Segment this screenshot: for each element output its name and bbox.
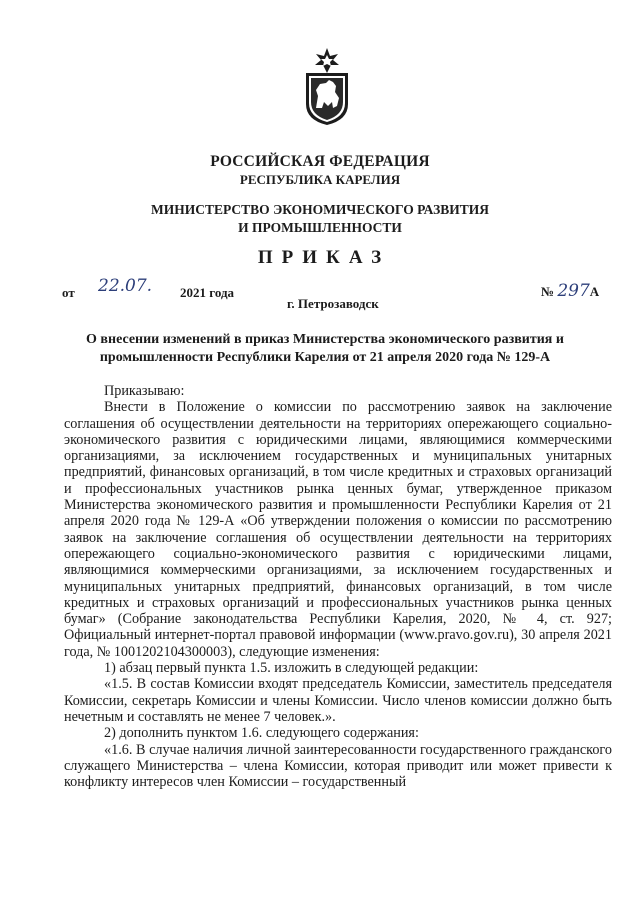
order-title: О внесении изменений в приказ Министерства экономического развития и промышленности Республики Карелия от 21 апреля 2020 года № 129-А bbox=[86, 332, 564, 365]
city-label: г. Петрозаводск bbox=[287, 296, 379, 311]
body-paragraph-item2: 2) дополнить пунктом 1.6. следующего содержания: bbox=[104, 725, 419, 742]
date-from-label: от bbox=[62, 285, 75, 300]
order-body bbox=[64, 383, 612, 790]
number-suffix: А bbox=[589, 284, 600, 299]
body-paragraph-item1: 1) абзац первый пункта 1.5. изложить в следующей редакции: bbox=[104, 660, 479, 677]
body-paragraph-intro: Приказываю: bbox=[104, 383, 185, 399]
header-ministry-line1: МИНИСТЕРСТВО ЭКОНОМИЧЕСКОГО РАЗВИТИЯ bbox=[151, 202, 489, 217]
body-paragraph-item1-text: «1.5. В состав Комиссии входят председатель Комиссии, заместитель председателя Комиссии, секретарь Комиссии и члены Комиссии. Число членов комиссии должно быть нечетным и составлять не менее 7 человек.». bbox=[64, 676, 612, 725]
number-label: № bbox=[541, 284, 555, 299]
handwritten-number: 297 bbox=[557, 281, 590, 301]
header-republic: РЕСПУБЛИКА КАРЕЛИЯ bbox=[239, 172, 401, 187]
header-ministry-line2: И ПРОМЫШЛЕННОСТИ bbox=[238, 220, 402, 235]
body-paragraph-main: Внести в Положение о комиссии по рассмотрению заявок на заключение соглашения об осуществлении деятельности на территориях опережающего социально-экономического развития с юридическими лицами, являющимися коммерческими организациями, за исключением государственных и муниципальных унитарных предприятий, финансовых организаций, в том числе кредитных и страховых организаций и профессиональных участников рынка ценных бумаг, утвержденное приказом Министерства экономического развития и промышленности Республики Карелия от 21 апреля 2020 года № 129-А «Об утверждении положения о комиссии по рассмотрению заявок на заключение соглашения об осуществлении деятельности на территориях опережающего социально-экономического развития с юридическими лицами, являющимися коммерческими организациями, за исключением государственных и муниципальных унитарных предприятий, финансовых организаций, в том числе кредитных и страховых организаций и профессиональных участников рынка ценных бумаг» (Собрание законодательства Республики Карелия, 2020, № 4, ст. 927; Официальный интернет-портал правовой информации (www.pravo.gov.ru), 30 апреля 2021 года, № 1001202104300003), следующие изменения: bbox=[64, 399, 612, 660]
handwritten-date: 22.07. bbox=[98, 276, 153, 296]
order-number bbox=[541, 281, 599, 301]
header-country: РОССИЙСКАЯ ФЕДЕРАЦИЯ bbox=[210, 153, 430, 170]
document-type-title: ПРИКАЗ bbox=[257, 247, 391, 268]
body-paragraph-item2-text: «1.6. В случае наличия личной заинтересованности государственного гражданского служащего Министерства – члена Комиссии, которая приводит или может привести к конфликту интересов член Комиссии – государственный bbox=[64, 741, 612, 791]
karelia-coat-of-arms-icon bbox=[302, 46, 352, 126]
year-text: 2021 года bbox=[180, 285, 235, 300]
